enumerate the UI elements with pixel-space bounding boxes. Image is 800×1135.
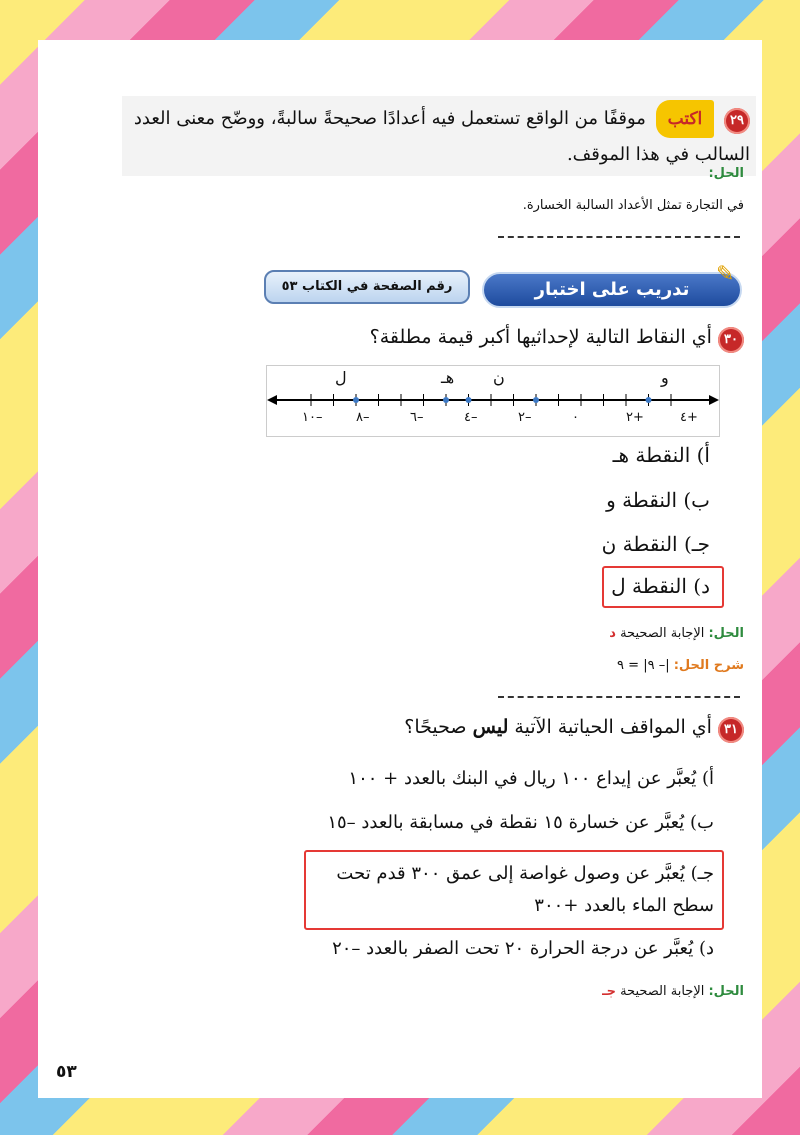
option-d: د) النقطة ل	[611, 574, 710, 598]
point-marker	[443, 397, 449, 403]
training-banner: تدريب على اختبار	[482, 272, 742, 308]
option-c: جـ) يُعبَّر عن وصول غواصة إلى عمق ٣٠٠ قدم تحت سطح الماء بالعدد +٣٠٠	[336, 863, 714, 916]
option-a: أ) النقطة هـ	[612, 443, 710, 467]
page-number: ٥٣	[56, 1062, 77, 1082]
point-marker	[646, 397, 652, 403]
tick-label: ٨–	[356, 410, 370, 425]
pencil-icon: ✎	[716, 262, 735, 287]
tick-label: ٦–	[410, 410, 424, 425]
question-31: ٣١ أي المواقف الحياتية الآتية ليس صحيحًا؟	[238, 716, 744, 743]
tick-label: ٠	[572, 410, 579, 425]
point-marker	[353, 397, 359, 403]
option-b: ب) يُعبَّر عن خسارة ١٥ نقطة في مسابقة بالعدد –١٥	[327, 812, 714, 833]
divider	[498, 236, 740, 238]
explanation-line: شرح الحل: |– ٩| = ٩	[617, 658, 744, 673]
point-marker	[533, 397, 539, 403]
question-number: ٢٩	[724, 108, 750, 134]
option-d: د) يُعبَّر عن درجة الحرارة ٢٠ تحت الصفر بالعدد –٢٠	[332, 938, 714, 959]
solution-line: الحل: الإجابة الصحيحة جـ	[602, 984, 744, 999]
question-number: ٣٠	[718, 327, 744, 353]
tick-label: ٢–	[518, 410, 532, 425]
tick-label: ٤–	[464, 410, 478, 425]
point-marker	[466, 397, 472, 403]
point-label: ل	[335, 368, 347, 387]
tick-label: ٤+	[680, 410, 698, 425]
option-b: ب) النقطة و	[606, 488, 710, 512]
solution-label: الحل:	[708, 166, 744, 181]
write-badge: اكتب	[656, 100, 715, 138]
option-c: جـ) النقطة ن	[601, 532, 710, 556]
number-line-frame	[266, 365, 720, 437]
point-label: و	[661, 368, 669, 387]
page-sheet	[38, 40, 762, 1098]
question-29	[122, 96, 756, 176]
question-30: ٣٠ أي النقاط التالية لإحداثيها أكبر قيمة مطلقة؟	[238, 326, 744, 353]
divider	[498, 696, 740, 698]
tick-label: ١٠–	[302, 410, 323, 425]
option-a: أ) يُعبَّر عن إيداع ١٠٠ ريال في البنك بالعدد + ١٠٠	[348, 768, 714, 789]
point-label: ن	[493, 368, 505, 387]
question-text: موقفًا من الواقع تستعمل فيه أعدادًا صحيحةً سالبةً، ووضّح معنى العدد السالب في هذا الموقف.	[133, 108, 750, 165]
solution-line: الحل: الإجابة الصحيحة د	[609, 626, 744, 641]
solution-text: في التجارة تمثل الأعداد السالبة الخسارة.	[522, 198, 744, 213]
page-reference-box: رقم الصفحة في الكتاب ٥٣	[264, 270, 470, 304]
question-number: ٣١	[718, 717, 744, 743]
tick-label: ٢+	[626, 410, 644, 425]
point-label: هـ	[441, 368, 455, 387]
